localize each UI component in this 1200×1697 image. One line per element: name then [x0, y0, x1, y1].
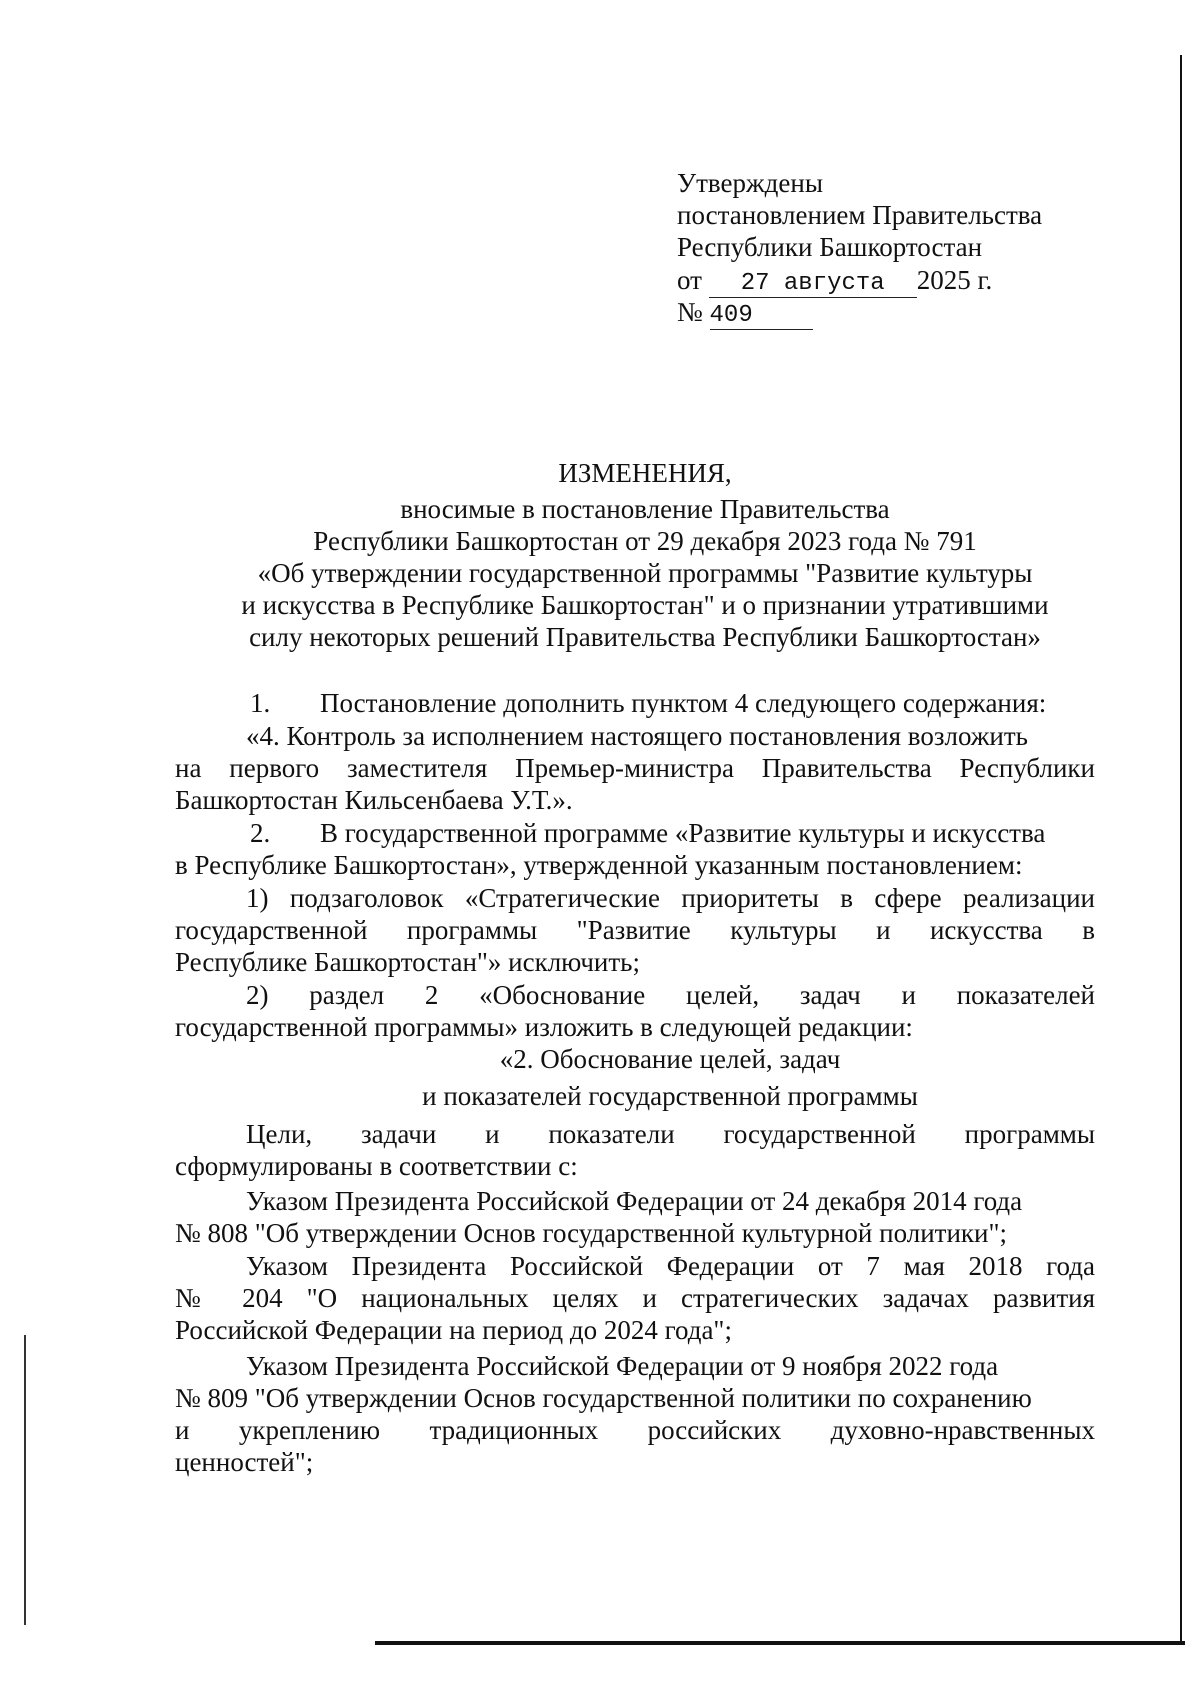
paragraph-text: Цели, задачи и показатели государственной программы — [246, 1119, 1095, 1149]
heading-title: ИЗМЕНЕНИЯ, — [558, 458, 732, 488]
paragraph-text: Указом Президента Российской Федерации от 7 мая 2018 года — [246, 1251, 1095, 1281]
date-suffix: 2025 г. — [916, 265, 993, 295]
paragraph-text: государственной программы» изложить в следующей редакции: — [175, 1012, 913, 1042]
paragraph-text: В государственной программе «Развитие культуры и искусства — [320, 818, 1046, 848]
date-value: 27 августа — [709, 271, 917, 298]
paragraph-text: № 204 "О национальных целях и стратегических задачах развития — [175, 1283, 1095, 1313]
heading-line: и искусства в Республике Башкортостан" и о признании утратившими — [241, 590, 1049, 620]
paragraph-text: сформулированы в соответствии с: — [175, 1151, 578, 1181]
paragraph-text: 1) подзаголовок «Стратегические приоритеты в сфере реализации — [246, 883, 1095, 913]
date-prefix: от — [677, 265, 702, 295]
paragraph-text: и укреплению традиционных российских духовно-нравственных — [175, 1415, 1095, 1445]
approval-number — [677, 296, 813, 330]
paragraph-text: ценностей"; — [175, 1447, 314, 1477]
paragraph-text: государственной программы "Развитие культуры и искусства в — [175, 915, 1095, 945]
heading-line: Республики Башкортостан от 29 декабря 2023 года № 791 — [313, 526, 977, 556]
paragraph-text: в Республике Башкортостан», утвержденной указанным постановлением: — [175, 850, 1023, 880]
paragraph-text: 2) раздел 2 «Обоснование целей, задач и показателей — [246, 980, 1095, 1010]
scan-edge-left — [24, 1335, 26, 1625]
paragraph-text: Республике Башкортостан"» исключить; — [175, 947, 640, 977]
paragraph-number: 2. — [250, 818, 271, 848]
section-subheading: и показателей государственной программы — [422, 1081, 918, 1111]
number-prefix: № — [677, 297, 703, 327]
paragraph-number: 1. — [250, 688, 271, 718]
paragraph-text: Указом Президента Российской Федерации от 9 ноября 2022 года — [246, 1351, 999, 1381]
paragraph-text: № 809 "Об утверждении Основ государственной политики по сохранению — [175, 1383, 1032, 1413]
heading-line: «Об утверждении государственной программы "Развитие культуры — [257, 558, 1033, 588]
heading-line: вносимые в постановление Правительства — [400, 494, 890, 524]
approval-line: Республики Башкортостан — [677, 232, 983, 262]
paragraph-text: № 808 "Об утверждении Основ государственной культурной политики"; — [175, 1218, 1007, 1248]
paragraph-text: «4. Контроль за исполнением настоящего постановления возложить — [246, 721, 1028, 751]
number-value: 409 — [710, 303, 813, 330]
approval-line: постановлением Правительства — [677, 200, 1043, 230]
paragraph-text: Постановление дополнить пунктом 4 следующего содержания: — [320, 688, 1047, 718]
heading-line: силу некоторых решений Правительства Республики Башкортостан» — [249, 622, 1041, 652]
paragraph-text: Российской Федерации на период до 2024 года"; — [175, 1315, 732, 1345]
section-subheading: «2. Обоснование целей, задач — [499, 1044, 841, 1074]
scan-edge-bottom — [375, 1641, 1185, 1645]
approval-date — [677, 264, 992, 298]
scan-edge-right — [1180, 55, 1182, 1645]
paragraph-text: Башкортостан Кильсенбаева У.Т.». — [175, 785, 573, 815]
paragraph-text: Указом Президента Российской Федерации от 24 декабря 2014 года — [246, 1186, 1023, 1216]
approval-line: Утверждены — [677, 168, 823, 198]
paragraph-text: на первого заместителя Премьер-министра Правительства Республики — [175, 753, 1095, 783]
